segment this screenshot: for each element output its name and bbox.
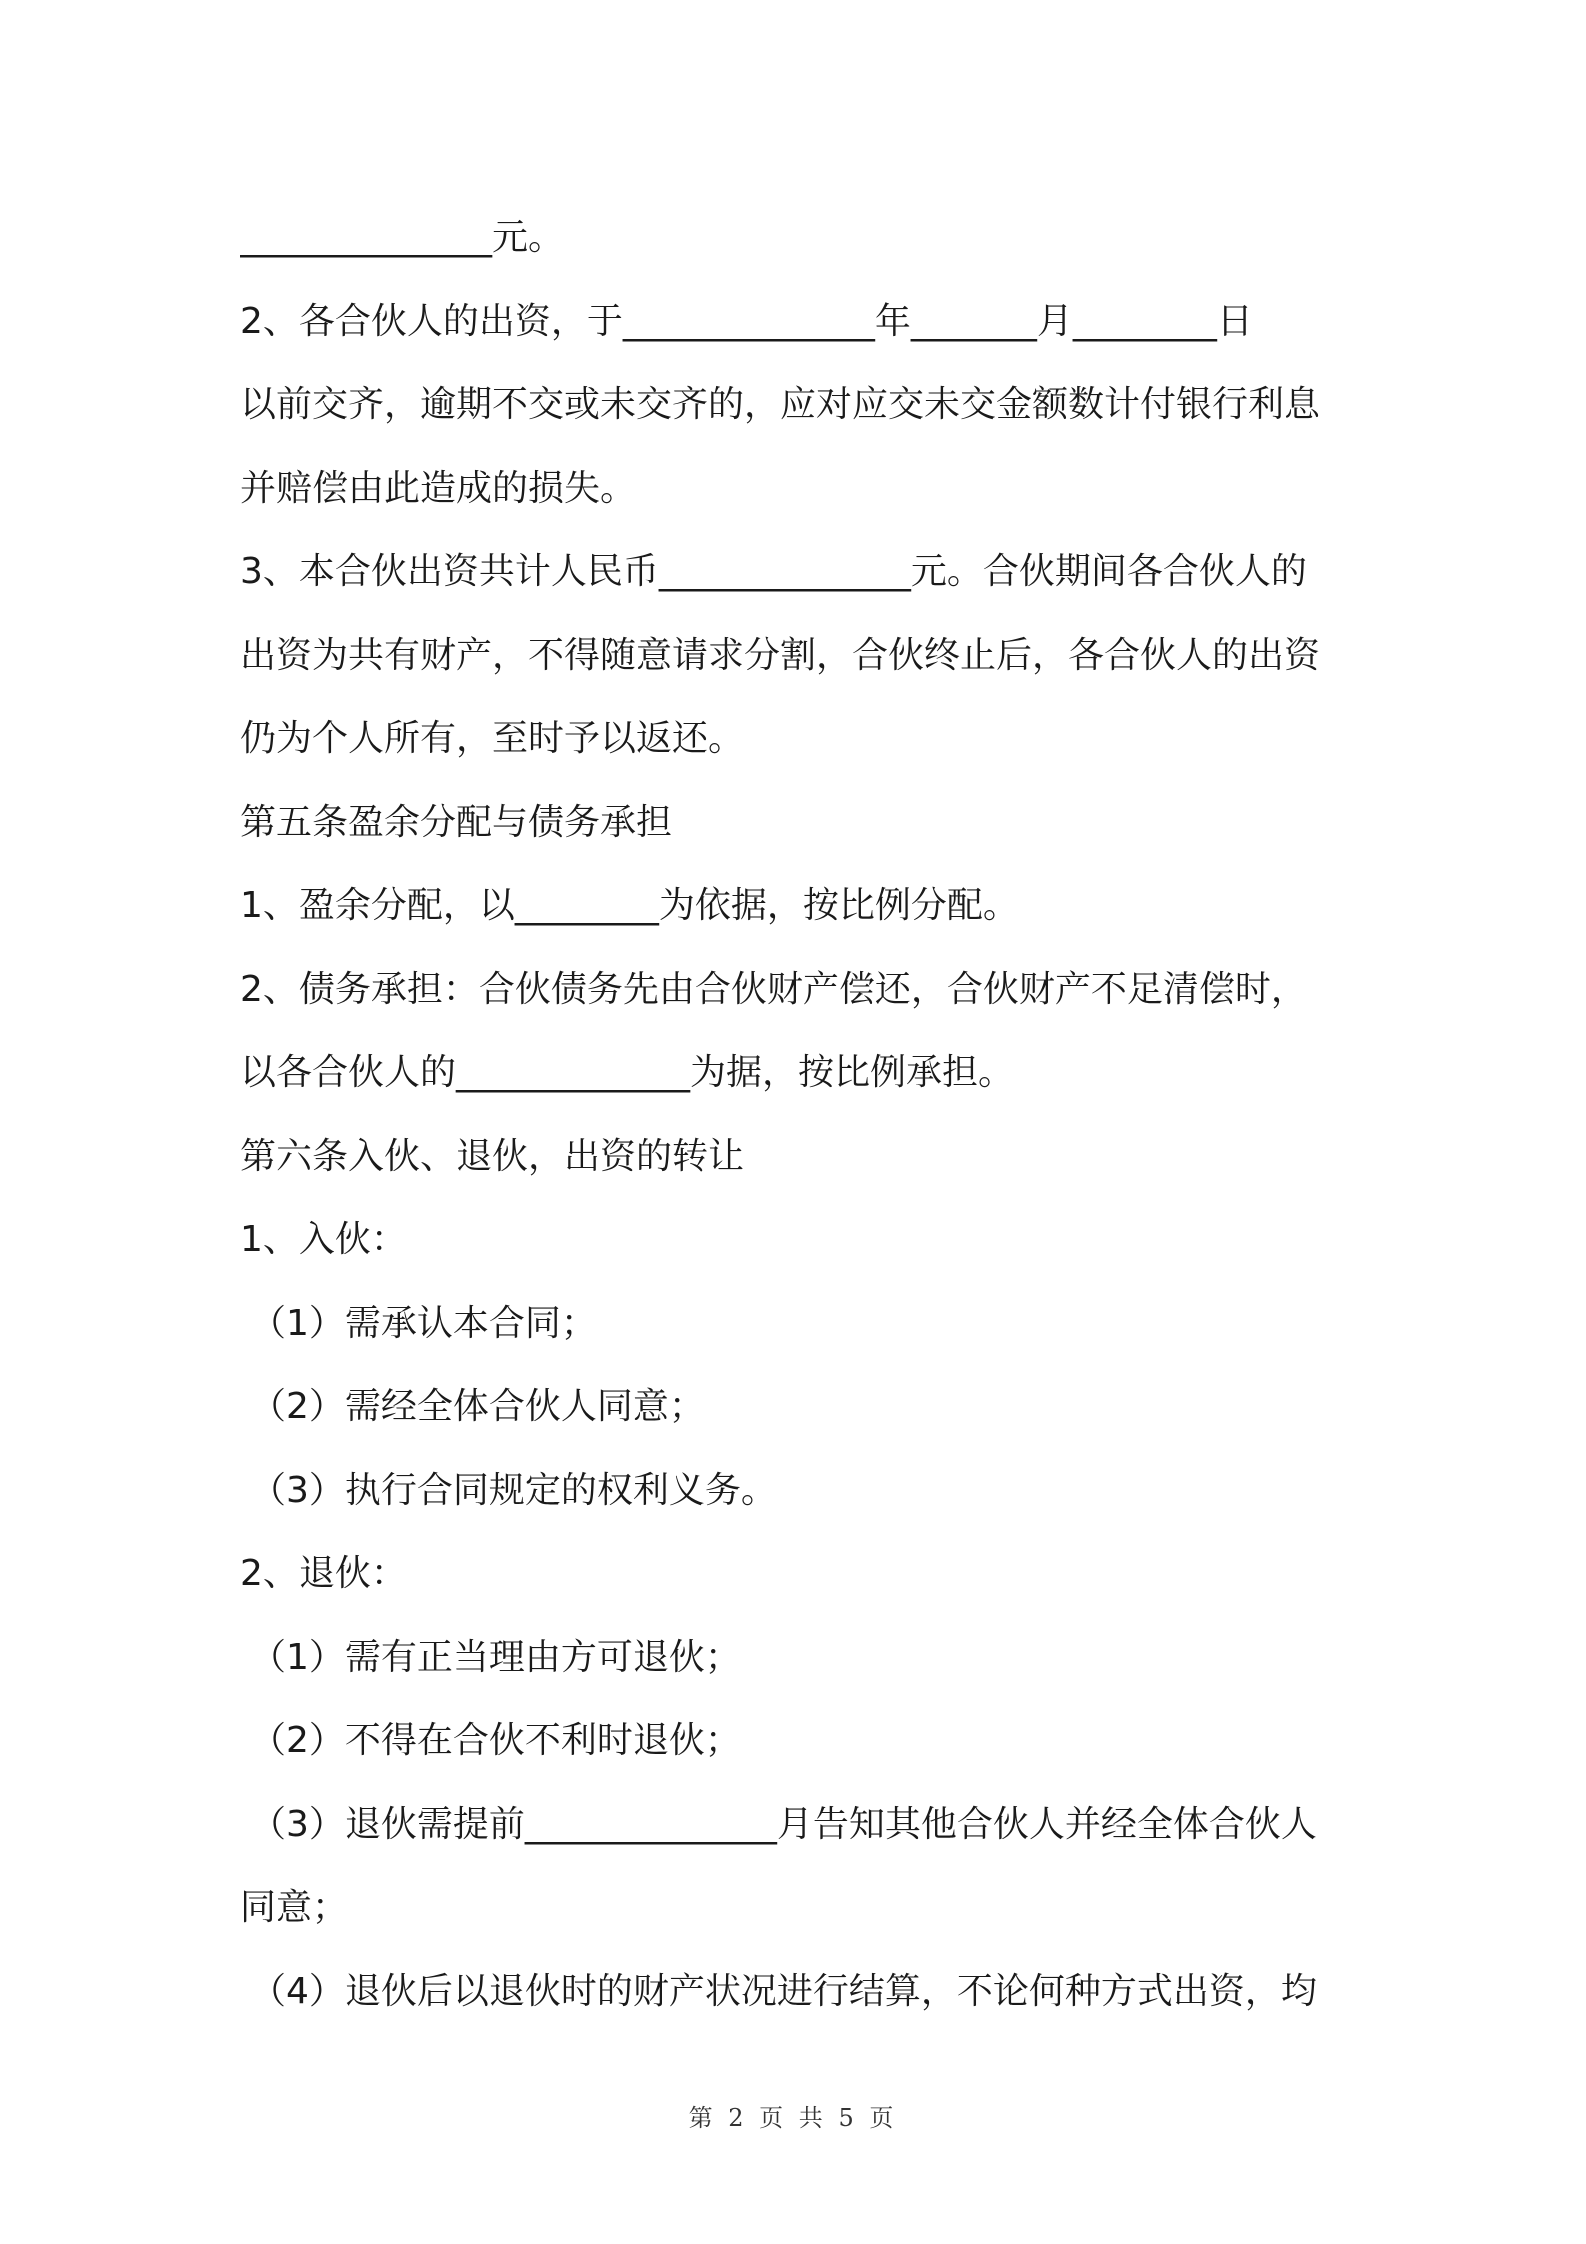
text-line: 3、本合伙出资共计人民币______________元。合伙期间各合伙人的 — [240, 551, 1307, 592]
list-item: （4）退伙后以退伙时的财产状况进行结算，不论何种方式出资，均 — [250, 1970, 1317, 2012]
text-line: 以前交齐，逾期不交或未交齐的，应对应交未交金额数计付银行利息 — [240, 384, 1321, 425]
list-item: （2）需经全体合伙人同意； — [250, 1386, 705, 1427]
page-number: 第 2 页 共 5 页 — [688, 2104, 898, 2132]
text-line: 1、入伙： — [240, 1219, 407, 1260]
document-body — [240, 196, 1360, 2033]
text-line: 以各合伙人的_____________为据，按比例承担。 — [240, 1052, 1015, 1093]
text-line: 1、盈余分配，以________为依据，按比例分配。 — [240, 885, 1019, 926]
text-line: 仍为个人所有，至时予以返还。 — [240, 718, 745, 759]
section-heading: 第六条入伙、退伙，出资的转让 — [240, 1135, 745, 1177]
list-item: （3）执行合同规定的权利义务。 — [250, 1469, 777, 1511]
text-line: 同意； — [240, 1887, 349, 1928]
list-item: （1）需有正当理由方可退伙； — [250, 1636, 741, 1678]
text-line: 并赔偿由此造成的损失。 — [240, 467, 637, 509]
text-line: 2、债务承担：合伙债务先由合伙财产偿还，合伙财产不足清偿时， — [240, 968, 1307, 1010]
list-item: （1）需承认本合同； — [250, 1302, 597, 1344]
text-line: 2、退伙： — [240, 1553, 407, 1594]
section-heading: 第五条盈余分配与债务承担 — [240, 801, 673, 843]
list-item: （3）退伙需提前______________月告知其他合伙人并经全体合伙人 — [250, 1803, 1317, 1845]
text-line: 出资为共有财产，不得随意请求分割，合伙终止后，各合伙人的出资 — [240, 634, 1321, 676]
text-line: 2、各合伙人的出资，于______________年_______月________日 — [240, 300, 1253, 342]
list-item: （2）不得在合伙不利时退伙； — [250, 1720, 741, 1761]
text-line: ______________元。 — [240, 217, 565, 258]
